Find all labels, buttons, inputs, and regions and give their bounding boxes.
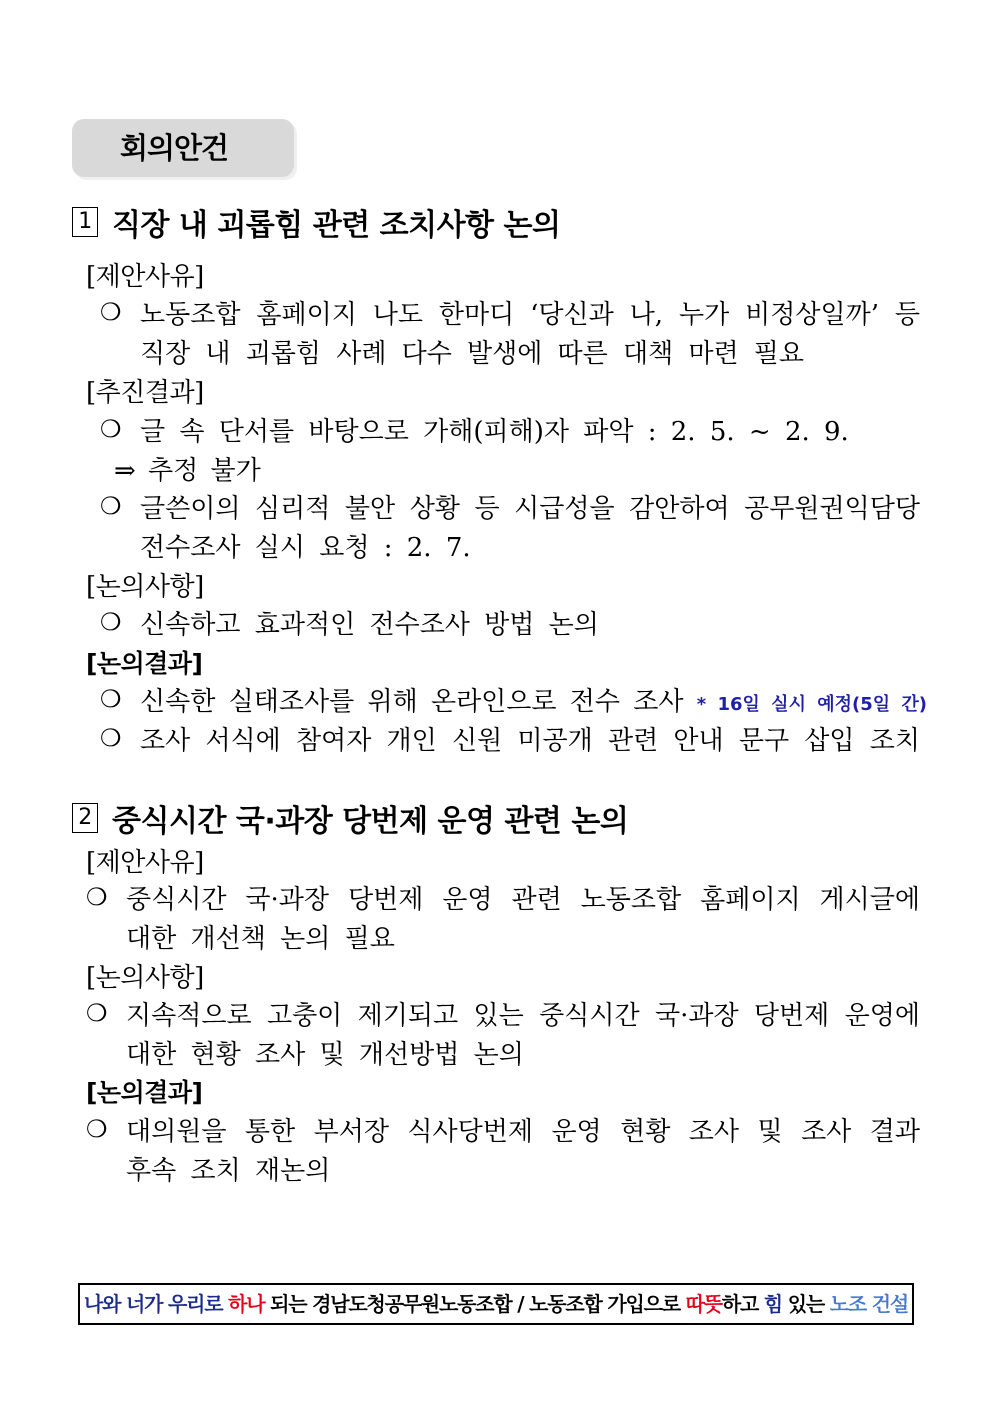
- s2-proposal-label: [제안사유]: [86, 848, 204, 878]
- s1-result-item1-text: 신속한 실태조사를 위해 온라인으로 전수 조사: [140, 687, 684, 717]
- section-1-number: 1: [72, 207, 98, 237]
- section-1-title-text: 직장 내 괴롭힘 관련 조치사항 논의: [112, 208, 561, 243]
- s1-progress-item1: 글 속 단서를 바탕으로 가해(피해)자 파악 : 2. 5. ~ 2. 9.: [140, 417, 849, 447]
- slogan-part: 있는: [781, 1292, 830, 1316]
- section-2-title-text: 중식시간 국·과장 당번제 운영 관련 논의: [112, 804, 629, 839]
- bullet-icon: ❍: [100, 685, 122, 713]
- bullet-icon: ❍: [100, 492, 122, 520]
- s1-result-item2: 조사 서식에 참여자 개인 신원 미공개 관련 안내 문구 삽입 조치: [140, 726, 920, 756]
- s1-progress2-line1: 글쓴이의 심리적 불안 상황 등 시급성을 감안하여 공무원권익담당: [140, 494, 920, 524]
- bullet-icon: ❍: [100, 608, 122, 636]
- slogan-highlight-red: 하나: [228, 1292, 265, 1316]
- footer-slogan: [78, 1283, 914, 1325]
- bullet-icon: ❍: [100, 298, 122, 326]
- bullet-icon: ❍: [100, 415, 122, 443]
- s2-proposal-line2: 대한 개선책 논의 필요: [126, 924, 395, 954]
- s2-discussion-line1: 지속적으로 고충이 제기되고 있는 중식시간 국·과장 당번제 운영에: [126, 1001, 920, 1031]
- s2-result-line1: 대의원을 통한 부서장 식사당번제 운영 현황 조사 및 조사 결과: [126, 1117, 920, 1147]
- s1-proposal-line1: 노동조합 홈페이지 나도 한마디 ‘당신과 나, 누가 비정상일까’ 등: [140, 300, 920, 330]
- s1-progress-item1-result: ⇒ 추정 불가: [114, 456, 261, 486]
- bullet-icon: ❍: [86, 1115, 108, 1143]
- bullet-icon: ❍: [86, 999, 108, 1027]
- s2-result-label: [논의결과]: [86, 1078, 203, 1107]
- s1-result-label: [논의결과]: [86, 649, 203, 678]
- bullet-icon: ❍: [86, 883, 108, 911]
- s1-discussion-label: [논의사항]: [86, 572, 204, 602]
- slogan-part: 되는 경남도청공무원노동조합 / 노동조합 가입으로: [264, 1292, 686, 1316]
- slogan-highlight-blue: 노조 건설: [829, 1292, 908, 1316]
- section-2-number: 2: [72, 803, 98, 833]
- s1-discussion-item: 신속하고 효과적인 전수조사 방법 논의: [140, 610, 599, 640]
- s2-proposal-line1: 중식시간 국·과장 당번제 운영 관련 노동조합 홈페이지 게시글에: [126, 885, 920, 915]
- s1-proposal-line2: 직장 내 괴롭힘 사례 다수 발생에 따른 대책 마련 필요: [140, 339, 804, 369]
- slogan-part: 나와 너가 우리로: [83, 1292, 229, 1316]
- s2-discussion-label: [논의사항]: [86, 963, 204, 993]
- s2-discussion-line2: 대한 현황 조사 및 개선방법 논의: [126, 1040, 524, 1070]
- s1-proposal-label: [제안사유]: [86, 262, 204, 292]
- s1-progress-label: [추진결과]: [86, 378, 204, 408]
- slogan-highlight-red: 따뜻: [685, 1292, 722, 1316]
- agenda-badge: 회의안건: [72, 119, 294, 177]
- s1-result-item1: [140, 681, 927, 718]
- slogan-part: 하고: [721, 1292, 764, 1316]
- bullet-icon: ❍: [100, 724, 122, 752]
- s1-progress2-line2: 전수조사 실시 요청 : 2. 7.: [140, 533, 471, 563]
- s2-result-line2: 후속 조치 재논의: [126, 1156, 331, 1186]
- section-1-title: [72, 200, 560, 244]
- s1-result-item1-note: * 16일 실시 예정(5일 간): [696, 694, 928, 715]
- section-2-title: [72, 796, 628, 840]
- slogan-highlight-navy: 힘: [763, 1292, 782, 1316]
